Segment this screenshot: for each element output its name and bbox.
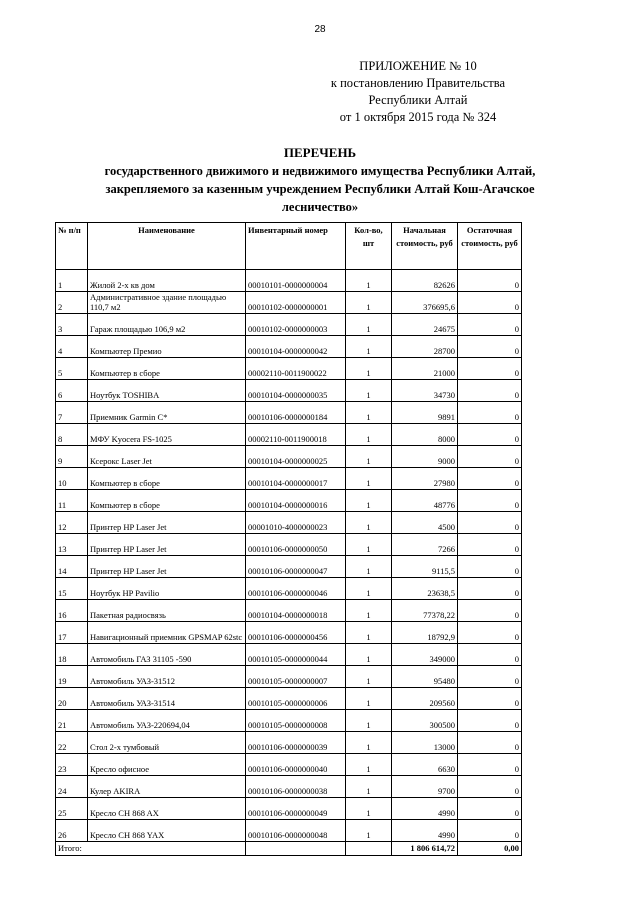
inventory-number: 00010106-0000000048 bbox=[246, 820, 346, 842]
inventory-number: 00010106-0000000047 bbox=[246, 556, 346, 578]
initial-cost: 13000 bbox=[392, 732, 458, 754]
item-name: Кулер AKIRA bbox=[88, 776, 246, 798]
quantity: 1 bbox=[346, 688, 392, 710]
quantity: 1 bbox=[346, 358, 392, 380]
row-number: 4 bbox=[56, 336, 88, 358]
initial-cost: 21000 bbox=[392, 358, 458, 380]
row-number: 9 bbox=[56, 446, 88, 468]
item-name: Приемник Garmin C* bbox=[88, 402, 246, 424]
item-name: Пакетная радиосвязь bbox=[88, 600, 246, 622]
inventory-number: 00010106-0000000038 bbox=[246, 776, 346, 798]
row-number: 18 bbox=[56, 644, 88, 666]
item-name: Жилой 2-х кв дом bbox=[88, 270, 246, 292]
annex-republic: Республики Алтай bbox=[368, 93, 468, 107]
row-number: 14 bbox=[56, 556, 88, 578]
quantity: 1 bbox=[346, 622, 392, 644]
quantity: 1 bbox=[346, 490, 392, 512]
table-row bbox=[56, 754, 522, 776]
residual-cost: 0 bbox=[458, 534, 522, 556]
item-name: Кресло офисное bbox=[88, 754, 246, 776]
header-initial-cost: Начальная стоимость, руб bbox=[392, 223, 458, 270]
table-row bbox=[56, 534, 522, 556]
table-header-row bbox=[56, 223, 522, 270]
residual-cost: 0 bbox=[458, 622, 522, 644]
quantity: 1 bbox=[346, 820, 392, 842]
item-name: Ноутбук TOSHIBA bbox=[88, 380, 246, 402]
residual-cost: 0 bbox=[458, 468, 522, 490]
quantity: 1 bbox=[346, 798, 392, 820]
initial-cost: 77378,22 bbox=[392, 600, 458, 622]
initial-cost: 95480 bbox=[392, 666, 458, 688]
quantity: 1 bbox=[346, 578, 392, 600]
initial-cost: 23638,5 bbox=[392, 578, 458, 600]
residual-cost: 0 bbox=[458, 732, 522, 754]
item-name: Стол 2-х тумбовый bbox=[88, 732, 246, 754]
item-name: МФУ Kyocera FS-1025 bbox=[88, 424, 246, 446]
inventory-number: 00010106-0000000184 bbox=[246, 402, 346, 424]
row-number: 1 bbox=[56, 270, 88, 292]
initial-cost: 9000 bbox=[392, 446, 458, 468]
residual-cost: 0 bbox=[458, 336, 522, 358]
row-number: 12 bbox=[56, 512, 88, 534]
residual-cost: 0 bbox=[458, 600, 522, 622]
row-number: 20 bbox=[56, 688, 88, 710]
residual-cost: 0 bbox=[458, 314, 522, 336]
total-empty-qty bbox=[346, 842, 392, 856]
inventory-number: 00010104-0000000025 bbox=[246, 446, 346, 468]
residual-cost: 0 bbox=[458, 644, 522, 666]
inventory-number: 00010102-0000000003 bbox=[246, 314, 346, 336]
table-row bbox=[56, 732, 522, 754]
row-number: 23 bbox=[56, 754, 88, 776]
table-row bbox=[56, 358, 522, 380]
item-name: Ноутбук HP Pavilio bbox=[88, 578, 246, 600]
initial-cost: 82626 bbox=[392, 270, 458, 292]
item-name: Компьютер Премио bbox=[88, 336, 246, 358]
row-number: 5 bbox=[56, 358, 88, 380]
inventory-number: 00010104-0000000035 bbox=[246, 380, 346, 402]
quantity: 1 bbox=[346, 754, 392, 776]
item-name: Принтер HP Laser Jet bbox=[88, 512, 246, 534]
document-title: ПЕРЕЧЕНЬ bbox=[283, 145, 357, 160]
initial-cost: 6630 bbox=[392, 754, 458, 776]
row-number: 13 bbox=[56, 534, 88, 556]
residual-cost: 0 bbox=[458, 710, 522, 732]
quantity: 1 bbox=[346, 512, 392, 534]
row-number: 25 bbox=[56, 798, 88, 820]
item-name: Кресло CH 868 YAX bbox=[88, 820, 246, 842]
table-row bbox=[56, 292, 522, 314]
row-number: 10 bbox=[56, 468, 88, 490]
inventory-number: 00010106-0000000050 bbox=[246, 534, 346, 556]
header-inventory: Инвентарный номер bbox=[246, 223, 346, 270]
total-cost: 1 806 614,72 bbox=[392, 842, 458, 856]
row-number: 3 bbox=[56, 314, 88, 336]
table-row bbox=[56, 710, 522, 732]
initial-cost: 9700 bbox=[392, 776, 458, 798]
initial-cost: 48776 bbox=[392, 490, 458, 512]
item-name: Принтер HP Laser Jet bbox=[88, 534, 246, 556]
quantity: 1 bbox=[346, 468, 392, 490]
table-row bbox=[56, 314, 522, 336]
row-number: 19 bbox=[56, 666, 88, 688]
initial-cost: 27980 bbox=[392, 468, 458, 490]
inventory-number: 00010102-0000000001 bbox=[246, 292, 346, 314]
initial-cost: 300500 bbox=[392, 710, 458, 732]
row-number: 21 bbox=[56, 710, 88, 732]
item-name: Компьютер в сборе bbox=[88, 358, 246, 380]
total-label: Итого: bbox=[56, 842, 246, 856]
initial-cost: 28700 bbox=[392, 336, 458, 358]
page-number: 28 bbox=[314, 24, 326, 35]
inventory-number: 00002110-0011900022 bbox=[246, 358, 346, 380]
table-row bbox=[56, 402, 522, 424]
quantity: 1 bbox=[346, 380, 392, 402]
row-number: 2 bbox=[56, 292, 88, 314]
table-row bbox=[56, 512, 522, 534]
header-num: № п/п bbox=[56, 223, 88, 270]
subtitle-line-1: государственного движимого и недвижимого имущества Республики Алтай, bbox=[104, 164, 536, 178]
annex-header bbox=[300, 58, 536, 126]
row-number: 15 bbox=[56, 578, 88, 600]
quantity: 1 bbox=[346, 292, 392, 314]
initial-cost: 24675 bbox=[392, 314, 458, 336]
total-row bbox=[56, 842, 522, 856]
item-name: Компьютер в сборе bbox=[88, 468, 246, 490]
inventory-number: 00010104-0000000018 bbox=[246, 600, 346, 622]
inventory-number: 00010106-0000000039 bbox=[246, 732, 346, 754]
inventory-number: 00010105-0000000044 bbox=[246, 644, 346, 666]
row-number: 11 bbox=[56, 490, 88, 512]
table-row bbox=[56, 688, 522, 710]
table-row bbox=[56, 644, 522, 666]
initial-cost: 376695,6 bbox=[392, 292, 458, 314]
inventory-number: 00010106-0000000049 bbox=[246, 798, 346, 820]
table-row bbox=[56, 578, 522, 600]
quantity: 1 bbox=[346, 424, 392, 446]
residual-cost: 0 bbox=[458, 556, 522, 578]
quantity: 1 bbox=[346, 776, 392, 798]
quantity: 1 bbox=[346, 270, 392, 292]
quantity: 1 bbox=[346, 534, 392, 556]
table-row bbox=[56, 468, 522, 490]
inventory-number: 00010106-0000000456 bbox=[246, 622, 346, 644]
table-row bbox=[56, 666, 522, 688]
row-number: 8 bbox=[56, 424, 88, 446]
quantity: 1 bbox=[346, 710, 392, 732]
initial-cost: 349000 bbox=[392, 644, 458, 666]
table-row bbox=[56, 424, 522, 446]
table-row bbox=[56, 776, 522, 798]
row-number: 6 bbox=[56, 380, 88, 402]
inventory-number: 00010101-0000000004 bbox=[246, 270, 346, 292]
property-table bbox=[55, 222, 522, 856]
inventory-number: 00010104-0000000016 bbox=[246, 490, 346, 512]
residual-cost: 0 bbox=[458, 446, 522, 468]
residual-cost: 0 bbox=[458, 688, 522, 710]
header-qty: Кол-во, шт bbox=[346, 223, 392, 270]
row-number: 17 bbox=[56, 622, 88, 644]
initial-cost: 9115,5 bbox=[392, 556, 458, 578]
inventory-number: 00010105-0000000006 bbox=[246, 688, 346, 710]
inventory-number: 00010104-0000000042 bbox=[246, 336, 346, 358]
quantity: 1 bbox=[346, 336, 392, 358]
residual-cost: 0 bbox=[458, 402, 522, 424]
item-name: Автомобиль УАЗ-31512 bbox=[88, 666, 246, 688]
residual-cost: 0 bbox=[458, 798, 522, 820]
table-row bbox=[56, 820, 522, 842]
item-name: Компьютер в сборе bbox=[88, 490, 246, 512]
initial-cost: 7266 bbox=[392, 534, 458, 556]
residual-cost: 0 bbox=[458, 292, 522, 314]
inventory-number: 00010106-0000000046 bbox=[246, 578, 346, 600]
residual-cost: 0 bbox=[458, 358, 522, 380]
row-number: 26 bbox=[56, 820, 88, 842]
row-number: 22 bbox=[56, 732, 88, 754]
quantity: 1 bbox=[346, 314, 392, 336]
quantity: 1 bbox=[346, 402, 392, 424]
table-body bbox=[56, 270, 522, 842]
table-row bbox=[56, 446, 522, 468]
table-row bbox=[56, 600, 522, 622]
total-empty-inventory bbox=[246, 842, 346, 856]
header-residual-cost: Остаточная стоимость, руб bbox=[458, 223, 522, 270]
row-number: 16 bbox=[56, 600, 88, 622]
annex-date: от 1 октября 2015 года № 324 bbox=[339, 110, 497, 124]
initial-cost: 4990 bbox=[392, 798, 458, 820]
initial-cost: 209560 bbox=[392, 688, 458, 710]
row-number: 24 bbox=[56, 776, 88, 798]
residual-cost: 0 bbox=[458, 512, 522, 534]
table-row bbox=[56, 270, 522, 292]
table-row bbox=[56, 798, 522, 820]
row-number: 7 bbox=[56, 402, 88, 424]
quantity: 1 bbox=[346, 600, 392, 622]
inventory-number: 00001010-4000000023 bbox=[246, 512, 346, 534]
table-row bbox=[56, 490, 522, 512]
table-row bbox=[56, 380, 522, 402]
residual-cost: 0 bbox=[458, 424, 522, 446]
initial-cost: 4990 bbox=[392, 820, 458, 842]
total-residual: 0,00 bbox=[458, 842, 522, 856]
item-name: Автомобиль УАЗ-31514 bbox=[88, 688, 246, 710]
quantity: 1 bbox=[346, 644, 392, 666]
residual-cost: 0 bbox=[458, 490, 522, 512]
annex-title: ПРИЛОЖЕНИЕ № 10 bbox=[359, 59, 477, 73]
item-name: Гараж площадью 106,9 м2 bbox=[88, 314, 246, 336]
initial-cost: 18792,9 bbox=[392, 622, 458, 644]
initial-cost: 8000 bbox=[392, 424, 458, 446]
table-row bbox=[56, 556, 522, 578]
header-name: Наименование bbox=[88, 223, 246, 270]
item-name: Навигационный приемник GPSMAP 62stc bbox=[88, 622, 246, 644]
subtitle-line-2: закрепляемого за казенным учреждением Республики Алтай Кош-Агачское bbox=[105, 182, 535, 196]
document-subtitle bbox=[40, 162, 600, 216]
initial-cost: 9891 bbox=[392, 402, 458, 424]
initial-cost: 4500 bbox=[392, 512, 458, 534]
quantity: 1 bbox=[346, 556, 392, 578]
item-name: Административное здание площадью 110,7 м2 bbox=[88, 292, 246, 314]
inventory-number: 00010106-0000000040 bbox=[246, 754, 346, 776]
residual-cost: 0 bbox=[458, 270, 522, 292]
residual-cost: 0 bbox=[458, 754, 522, 776]
item-name: Принтер HP Laser Jet bbox=[88, 556, 246, 578]
residual-cost: 0 bbox=[458, 380, 522, 402]
subtitle-line-3: лесничество» bbox=[281, 200, 359, 214]
residual-cost: 0 bbox=[458, 820, 522, 842]
quantity: 1 bbox=[346, 446, 392, 468]
residual-cost: 0 bbox=[458, 776, 522, 798]
quantity: 1 bbox=[346, 666, 392, 688]
annex-reference: к постановлению Правительства bbox=[330, 76, 506, 90]
inventory-number: 00002110-0011900018 bbox=[246, 424, 346, 446]
quantity: 1 bbox=[346, 732, 392, 754]
inventory-number: 00010104-0000000017 bbox=[246, 468, 346, 490]
table-row bbox=[56, 622, 522, 644]
table-row bbox=[56, 336, 522, 358]
residual-cost: 0 bbox=[458, 666, 522, 688]
initial-cost: 34730 bbox=[392, 380, 458, 402]
inventory-number: 00010105-0000000007 bbox=[246, 666, 346, 688]
item-name: Автомобиль УАЗ-220694,04 bbox=[88, 710, 246, 732]
item-name: Ксерокс Laser Jet bbox=[88, 446, 246, 468]
inventory-number: 00010105-0000000008 bbox=[246, 710, 346, 732]
item-name: Кресло CH 868 AX bbox=[88, 798, 246, 820]
residual-cost: 0 bbox=[458, 578, 522, 600]
item-name: Автомобиль ГАЗ 31105 -590 bbox=[88, 644, 246, 666]
